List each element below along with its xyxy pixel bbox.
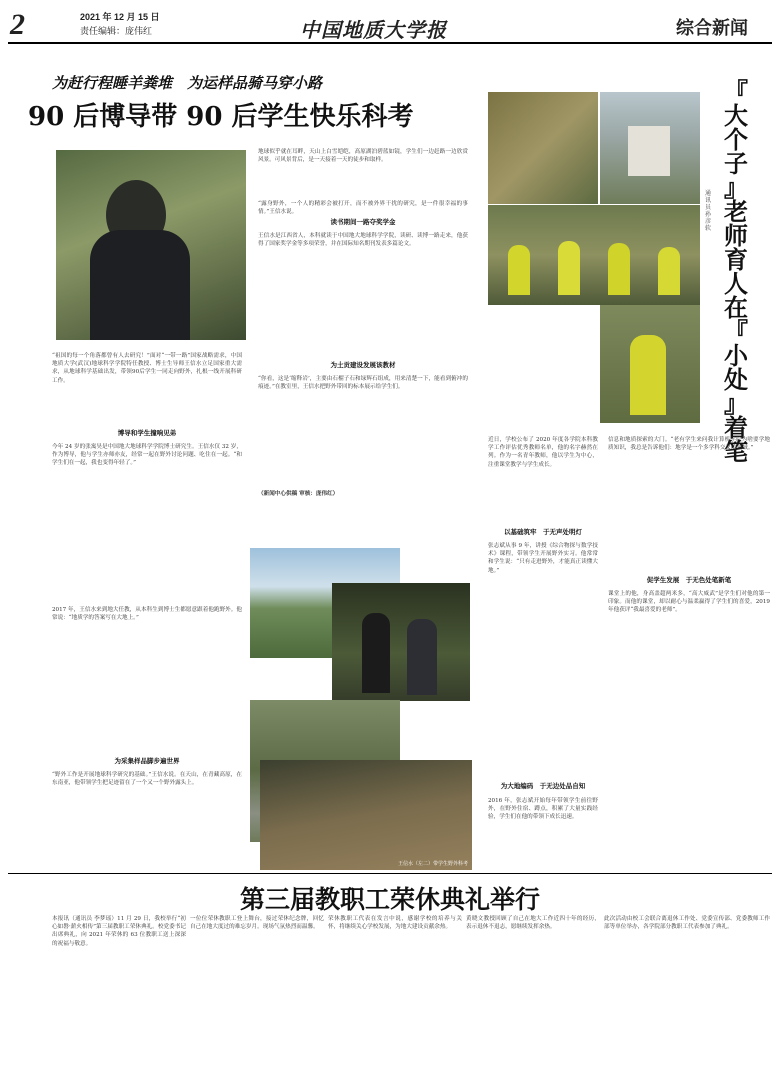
article2-col1-subhead2: 为大地编码 于无边处品自知 xyxy=(500,782,586,790)
editor-name: 庞伟红 xyxy=(125,26,153,36)
article2-photo-group xyxy=(488,205,700,305)
title-char: 子 xyxy=(724,149,748,178)
title-char: 大 xyxy=(724,101,748,130)
title-char: 人 xyxy=(724,269,748,298)
section-name: 综合新闻 xyxy=(676,18,748,38)
page-number: 2 xyxy=(10,8,25,41)
article2-col1-body3: 2016 年，张志斌开始每年带领学生前往野外，在野外住宿、蹲点，积累了大量实践经验，学生们在他的带领下成长迅速。 xyxy=(488,798,598,821)
title-char: 处 xyxy=(724,365,748,394)
article2-col2-subhead1: 促学生发展 于无色处笔新笔 xyxy=(646,576,732,584)
header-rule xyxy=(8,42,772,44)
title-char: 着 xyxy=(724,413,748,442)
title-char: 师 xyxy=(724,221,748,250)
paper-masthead: 中国地质大学报 xyxy=(300,18,447,42)
article1-col1-subhead1: 博导和学生撞响见弟 xyxy=(117,429,177,437)
article1-col2-subhead1: 读书期间一路夺奖学金 xyxy=(330,218,396,226)
title-char: 个 xyxy=(724,125,748,154)
article2-byline: 通讯员 孙彦软 xyxy=(705,190,712,232)
editor-line xyxy=(80,24,152,37)
title-char: 在 xyxy=(724,293,748,322)
article3-col1: 本报讯（通讯员 李梦瑶）11 月 29 日，我校举行“初心如磐·薪火相传”第三届教职工荣休典礼。校党委书记出席典礼，向 2021 年荣休的 63 位教职工送上深深的祝福与敬意。 xyxy=(52,916,186,947)
article1-col1-subhead2: 为采集样品脚步遍世界 xyxy=(114,757,180,765)
title-char: 』 xyxy=(724,389,748,418)
article3-col4: 黄晓文教授回顾了自己在地大工作近四十年的经历，表示退休不退志，愿继续发挥余热。 xyxy=(466,916,600,931)
article3-col3: 荣休教职工代表在发言中说，感谢学校的培养与关怀，将继续关心学校发展，为地大建设贡献余热。 xyxy=(328,916,462,931)
article1-photo-group xyxy=(332,583,470,701)
article1-kicker: 为赶行程睡羊粪堆 为运样品骑马穿小路 xyxy=(52,74,323,92)
article1-col2-body4: “你看，这是‘缩释岩’，主要由石榴子石和绿辉石组成，用来清楚一下，能看到俯冲的痕迹。”在教室里，王信水把野外带回的标本展示给学生们。 xyxy=(258,376,468,391)
article2-photo-portrait xyxy=(600,305,700,423)
article3-col2: 一位位荣休教职工登上舞台，接过荣休纪念牌，回忆自己在地大度过的难忘岁月。现场气氛热烈而温馨。 xyxy=(190,916,324,931)
article1-col2-body1: 地球似乎就在耳畔，天山上白雪皑皑，高原湖泊碧蓝如镜，学生们一边赶路一边欣赏风景。可风景背后，是一天接着一天的徒步和取样。 xyxy=(258,149,468,164)
editor-label: 责任编辑： xyxy=(80,26,126,36)
title-char: 育 xyxy=(724,245,748,274)
article1-col1-body2: 2017 年，王信水来到地大任教，从本科生到博士生都愿意跟着他跑野外。他常说：“地质学的答案写在大地上。” xyxy=(52,607,242,622)
title-char: 老 xyxy=(724,197,748,226)
article1-photo-field xyxy=(260,760,472,870)
article3-col5: 此次活动由校工会联合离退休工作处、党委宣传部、党委教师工作部等单位举办，各学院部分教职工代表参加了典礼。 xyxy=(604,916,770,931)
article2-title xyxy=(720,77,752,466)
title-char: 小 xyxy=(724,341,748,370)
article2-col2-body2: 课堂上的他，身高盖超两米多，“高大威武”是学生们对他的第一印象。而他的课堂，却以耐心与温柔赢得了学生们的喜爱，2019 年他获评“我最喜爱的老师”。 xyxy=(608,591,770,614)
article1-col2-body2: “露身野外，一个人的精彩会被打开，而不被外界干扰的研究，是一件很幸福的事情。”王信水说。 xyxy=(258,201,468,216)
article2-col1-subhead1: 以基础筑牢 于无声处明灯 xyxy=(504,528,582,536)
article3-headline: 第三届教职工荣休典礼举行 xyxy=(239,887,540,914)
title-char: 』 xyxy=(724,173,748,202)
article2-col2-body1: 信息和地质探索的大门。“老有学生来问我计算机学院为啥要学地质知识，我总是告诉他们：地学是一个多学科交叉的领域。” xyxy=(608,437,770,452)
article2-col1-body2: 张志斌从事 9 年，讲授《综合物探与数学技术》课程，带领学生开展野外实习。他常常和学生说：“只有走进野外，才能真正读懂大地。” xyxy=(488,543,598,574)
article1-col2-body3: 王信水是江西省人，本科就读于中国地大地球科学学院，读研、读博一路走来，他获得了国家奖学金等多项荣誉，并在国际知名期刊发表多篇论文。 xyxy=(258,233,468,248)
article2-col1-body1: 近日，学校公布了 2020 年度各学院本科教学工作评估优秀教师名单，他的名字赫然在列。作为一名青年教师，他以学生为中心，注重课堂教学与学生成长。 xyxy=(488,437,598,468)
article2-photo-slope xyxy=(488,92,598,204)
article1-col2-subhead2: 为土贡建设发展该教材 xyxy=(330,361,396,369)
article1-col2-source: （新闻中心供稿 审核：庞伟红） xyxy=(258,491,339,497)
title-char: 『 xyxy=(724,317,748,346)
article1-col1-body3: “野外工作是开展地球科学研究的基础。”王信水说。在天山，在青藏高原，在东南亚，他带领学生把足迹留在了一个又一个野外露头上。 xyxy=(52,772,242,787)
article1-col1-body1: 今年 24 岁的张寓昊是中国地大地球科学学院博士研究生。王信水仅 32 岁，作为博导，他与学生亦师亦友，经常一起在野外讨论问题、吃住在一起。“和学生们在一起，我也变得年轻了。” xyxy=(52,444,242,467)
article2-photo-caption: 王信水（左二）带学生野外科考 xyxy=(397,861,468,867)
title-char: 『 xyxy=(724,77,748,106)
article3-top-rule xyxy=(8,873,772,874)
title-char: 笔 xyxy=(724,437,748,466)
issue-date: 2021 年 12 月 15 日 xyxy=(80,12,160,22)
article2-photo-building xyxy=(600,92,700,204)
article1-headline: 90 后博导带 90 后学生快乐科考 xyxy=(28,102,414,132)
article1-photo-portrait xyxy=(56,150,246,340)
article1-col1-lead: “祖国的每一个角落都曾有人去研究！”面对“一带一路”国家战略需求，中国地质大学(武汉)地球科学学院特任教授、博士生导师王信水立足国家重大需求，从地球科学基础出发，带领90后学生一同走向野外，扎根一线开展科研工作。 xyxy=(52,353,242,384)
